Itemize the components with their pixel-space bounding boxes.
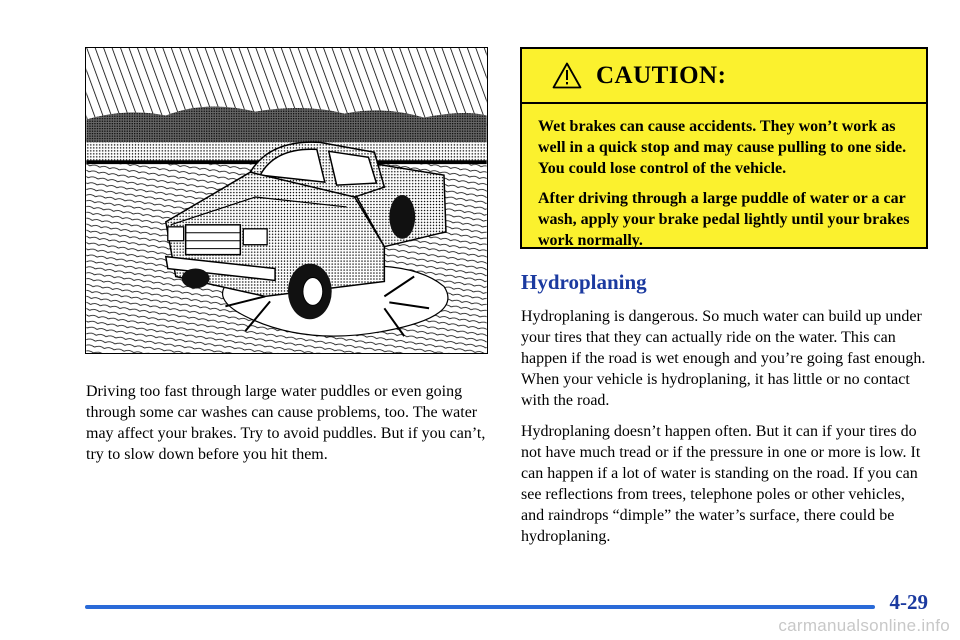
- caution-paragraph: After driving through a large puddle of water or a car wash, apply your brake pedal lightly until your brakes work normally.: [538, 190, 910, 249]
- caution-paragraph: Wet brakes can cause accidents. They won’t work as well in a quick stop and may cause pulling to one side. You could lose control of the vehicle.: [538, 118, 907, 177]
- watermark: carmanualsonline.info: [778, 616, 950, 635]
- section-heading: Hydroplaning: [521, 270, 647, 294]
- hydroplaning-paragraph: Hydroplaning doesn’t happen often. But it can if your tires do not have much tread or if the pressure in one or more is low. It can happen if a lot of water is standing on the road. If you can see reflections from trees, telephone poles or other vehicles, and raindrops “dimple” the water’s surface, there could be hydroplaning.: [521, 423, 921, 545]
- puddle-paragraph: Driving too fast through large water puddles or even going through some car washes can cause problems, too. The water may affect your brakes. Try to avoid puddles. But if you can’t, try to slow down before you hit them.: [86, 383, 486, 463]
- footer-rule: [85, 605, 875, 609]
- page-number: 4-29: [889, 590, 928, 614]
- caution-box: [520, 47, 928, 249]
- hydroplaning-paragraph: Hydroplaning is dangerous. So much water can build up under your tires that they can actually ride on the water. This can happen if the road is wet enough and you’re going fast enough. When your vehicle is hydroplaning, it has little or no contact with the road.: [521, 308, 926, 409]
- left-column-text: [86, 381, 496, 465]
- caution-body: [522, 104, 926, 251]
- truck-puddle-illustration: [85, 47, 488, 354]
- caution-header: [522, 49, 926, 104]
- right-column-text: [521, 306, 931, 557]
- caution-title: CAUTION:: [596, 61, 727, 89]
- illustration-svg: [86, 48, 487, 353]
- warning-triangle-icon: [552, 62, 582, 89]
